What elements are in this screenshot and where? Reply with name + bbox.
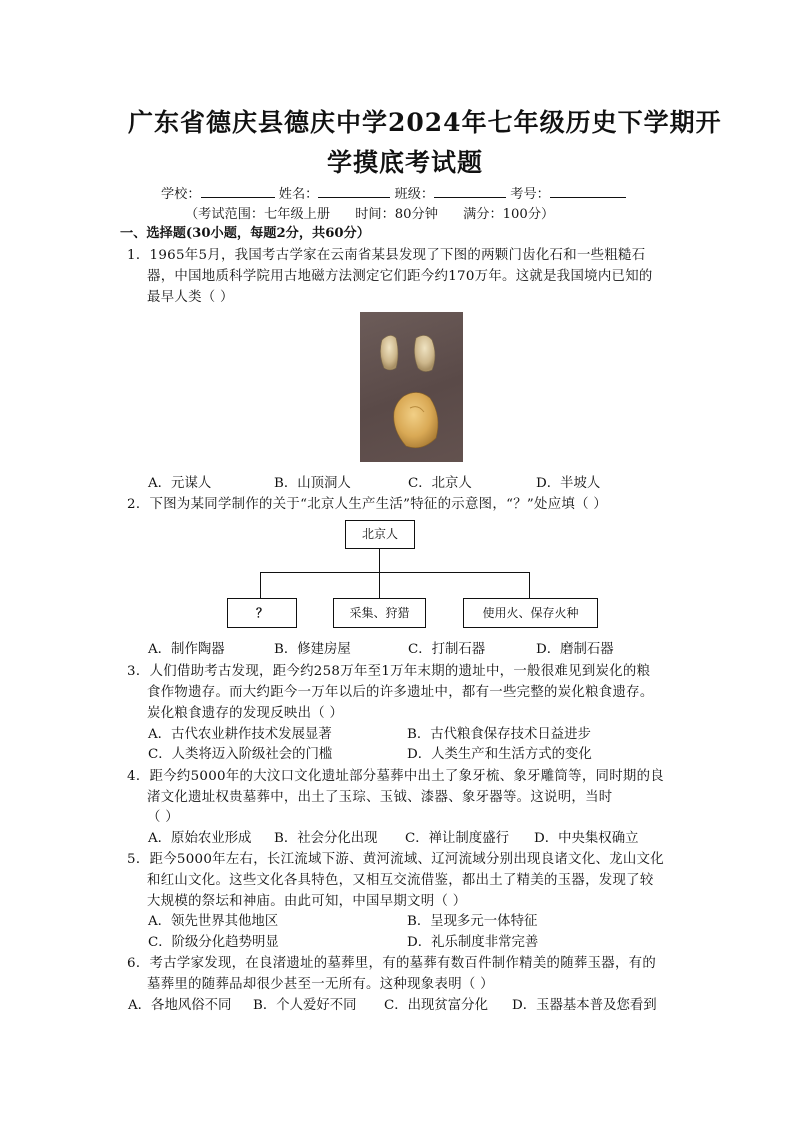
q4-option-b[interactable]: B．社会分化出现 [274, 831, 378, 846]
q6-option-a[interactable]: A．各地风俗不同 [128, 998, 232, 1013]
q5-line2: 和红山文化。这些文化各具特色，又相互交流借鉴，都出土了精美的玉器，发现了较 [147, 873, 654, 888]
q1-option-b[interactable]: B．山顶洞人 [274, 476, 351, 491]
diagram-child-unknown: ？ [227, 598, 297, 628]
diagram-connector [260, 572, 261, 599]
q2-option-d[interactable]: D．磨制石器 [536, 642, 614, 657]
q3-line1: 3．人们借助考古发现，距今约258万年至1万年末期的遗址中，一般很难见到炭化的粮 [127, 664, 651, 679]
q2-option-c[interactable]: C．打制石器 [408, 642, 486, 657]
diagram-root-box: 北京人 [345, 520, 415, 549]
q1-option-a[interactable]: A．元谋人 [148, 476, 212, 491]
q3-line2: 食作物遗存。而大约距今一万年以后的许多遗址中，都有一些完整的炭化粮食遗存。 [147, 685, 654, 700]
diagram-child-fire: 使用火、保存火种 [463, 598, 598, 628]
q5-option-d[interactable]: D．礼乐制度非常完善 [407, 935, 539, 950]
student-info-row [161, 183, 626, 202]
q1-line3: 最早人类（ ） [147, 290, 234, 305]
name-label: 姓名： [278, 187, 319, 202]
q4-line3: （ ） [147, 810, 179, 825]
q6-line2: 墓葬里的随葬品却很少甚至一无所有。这种现象表明（ ） [147, 977, 494, 992]
q3-option-a[interactable]: A．古代农业耕作技术发展显著 [148, 727, 332, 742]
q1-option-d[interactable]: D．半坡人 [536, 476, 601, 491]
q4-option-c[interactable]: C．禅让制度盛行 [405, 831, 509, 846]
diagram-connector [260, 572, 530, 573]
page-title-line1: 广东省德庆县德庆中学2024年七年级历史下学期开 [128, 108, 722, 137]
q3-option-d[interactable]: D．人类生产和生活方式的变化 [407, 747, 592, 762]
q4-line2: 渚文化遗址权贵墓葬中，出土了玉琮、玉钺、漆器、象牙器等。这说明，当时 [147, 790, 613, 805]
q6-line1: 6．考古学家发现，在良渚遗址的墓葬里，有的墓葬有数百件制作精美的随葬玉器，有的 [127, 956, 657, 971]
section-heading: 一、选择题(30小题，每题2分，共60分） [120, 226, 370, 241]
diagram-connector [379, 549, 380, 573]
fossil-photo [360, 312, 463, 462]
q5-option-c[interactable]: C．阶级分化趋势明显 [148, 935, 279, 950]
diagram-connector [379, 572, 380, 599]
q6-option-c[interactable]: C．出现贫富分化 [384, 998, 488, 1013]
school-label: 学校： [161, 187, 201, 202]
q2-option-a[interactable]: A．制作陶器 [148, 642, 225, 657]
exam-info: （考试范围：七年级上册 时间：80分钟 满分：100分） [185, 207, 555, 222]
q4-line1: 4．距今约5000年的大汶口文化遗址部分墓葬中出土了象牙梳、象牙雕筒等，同时期的良 [127, 769, 664, 784]
q3-option-b[interactable]: B．古代粮食保存技术日益进步 [407, 727, 591, 742]
page-title-line2: 学摸底考试题 [327, 148, 484, 177]
q3-option-c[interactable]: C．人类将迈入阶级社会的门槛 [148, 747, 333, 762]
diagram-child-gathering: 采集、狩猎 [333, 598, 426, 628]
q3-line3: 炭化粮食遗存的发现反映出（ ） [147, 706, 344, 721]
q4-option-a[interactable]: A．原始农业形成 [148, 831, 252, 846]
name-blank[interactable] [318, 185, 390, 198]
diagram-connector [529, 572, 530, 599]
q1-option-c[interactable]: C．北京人 [408, 476, 472, 491]
q5-option-b[interactable]: B．呈现多元一体特征 [407, 914, 538, 929]
number-blank[interactable] [550, 185, 626, 198]
q6-option-d[interactable]: D．玉器基本普及您看到 [512, 998, 657, 1013]
q5-option-a[interactable]: A．领先世界其他地区 [148, 914, 279, 929]
class-label: 班级： [394, 187, 435, 202]
q1-line1: 1．1965年5月，我国考古学家在云南省某县发现了下图的两颗门齿化石和一些粗糙石 [127, 248, 646, 263]
school-blank[interactable] [201, 185, 275, 198]
q1-line2: 器，中国地质科学院用古地磁方法测定它们距今约170万年。这就是我国境内已知的 [147, 269, 653, 284]
q5-line1: 5．距今5000年左右，长江流域下游、黄河流域、辽河流域分别出现良诸文化、龙山文化 [127, 852, 664, 867]
q6-option-b[interactable]: B．个人爱好不同 [253, 998, 357, 1013]
q4-option-d[interactable]: D．中央集权确立 [534, 831, 639, 846]
q2-option-b[interactable]: B．修建房屋 [274, 642, 351, 657]
q2-line1: 2．下图为某同学制作的关于“北京人生产生活”特征的示意图，“？”处应填（ ） [127, 497, 608, 512]
number-label: 考号： [510, 187, 550, 202]
q5-line3: 大规模的祭坛和神庙。由此可知，中国早期文明（ ） [147, 894, 467, 909]
class-blank[interactable] [434, 185, 506, 198]
